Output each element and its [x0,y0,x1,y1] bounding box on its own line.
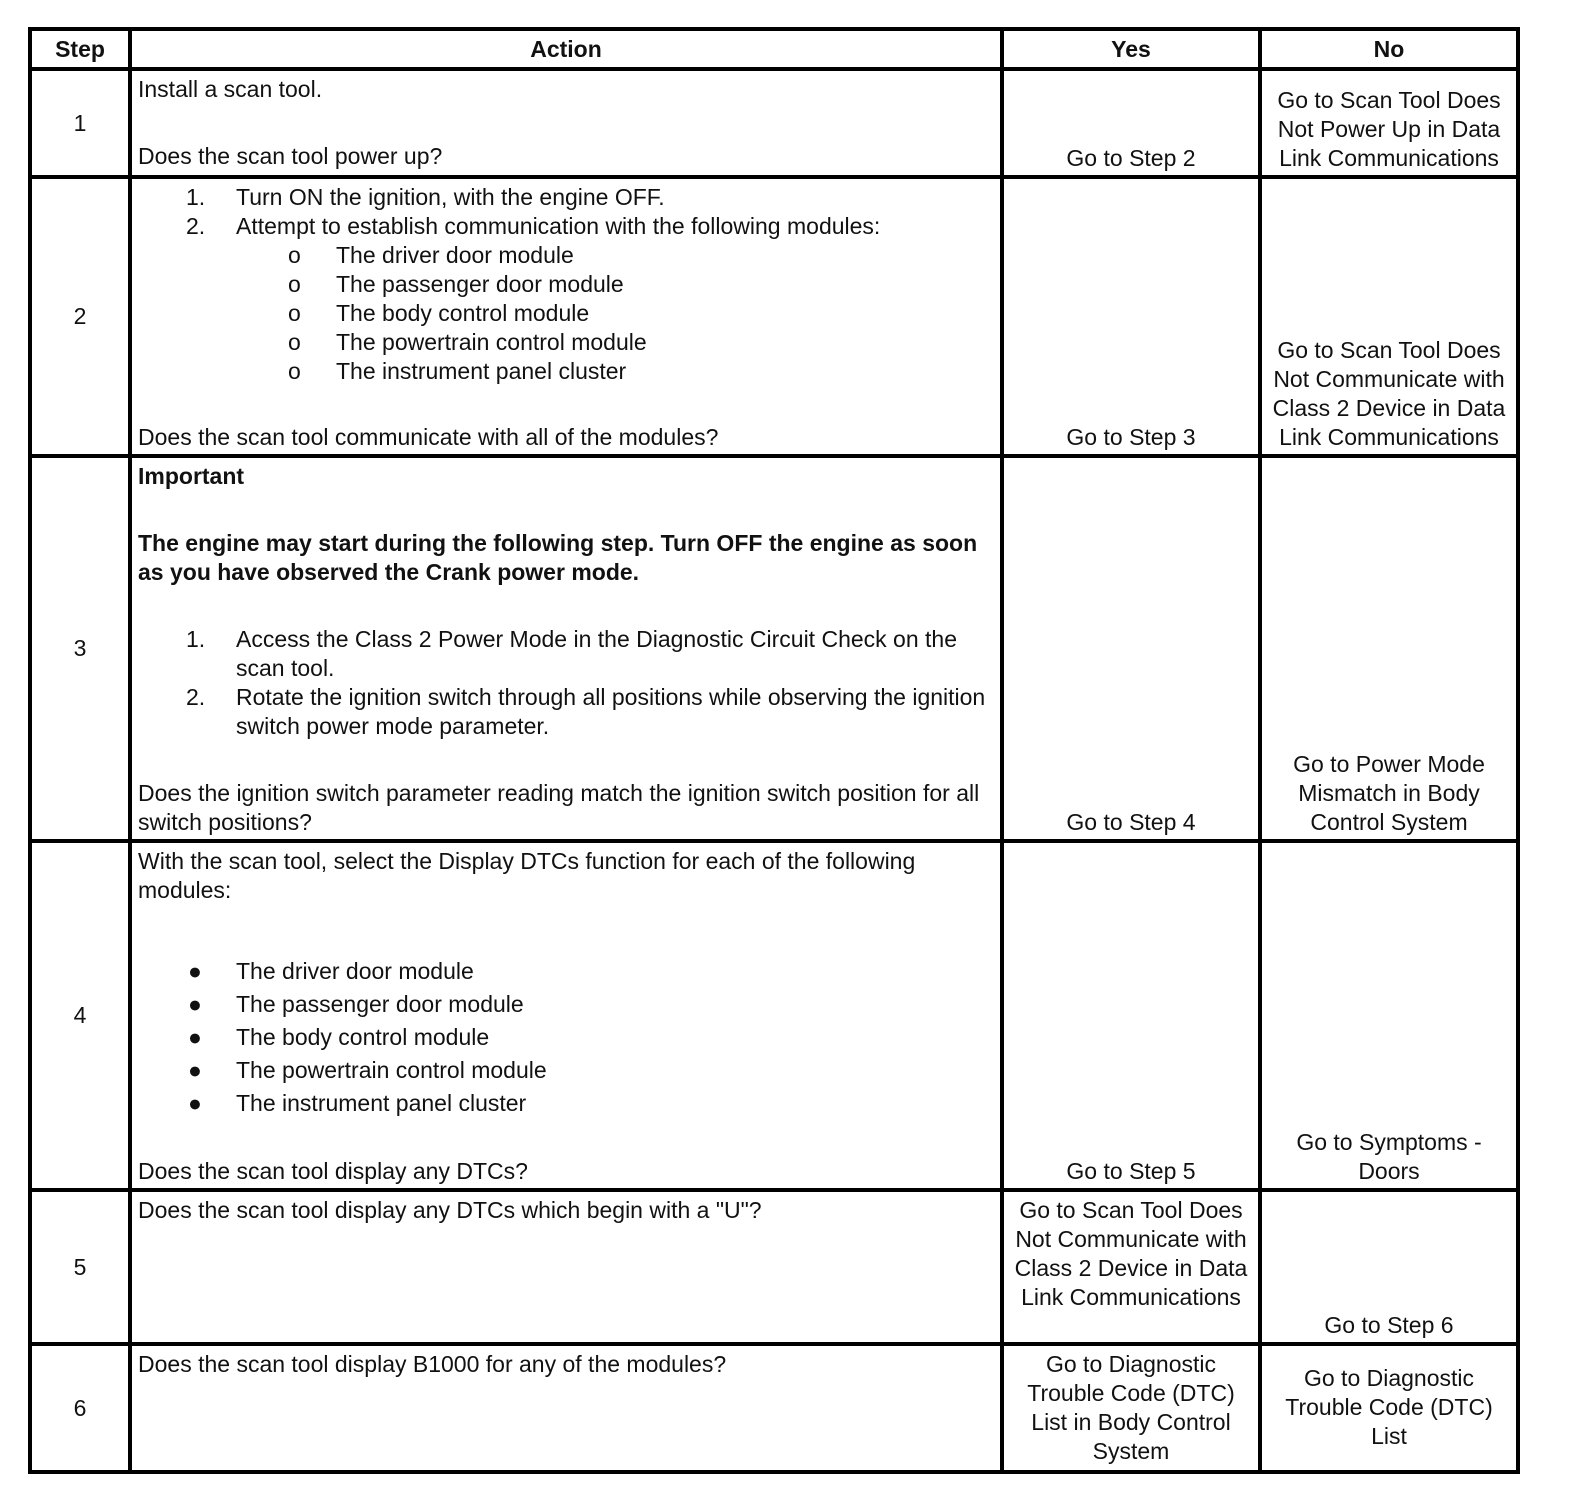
step-number: 2 [30,177,130,456]
list-item-text: The instrument panel cluster [236,1090,527,1116]
yes-cell: Go to Scan Tool Does Not Communicate with Class 2 Device in Data Link Communications [1002,1190,1260,1344]
header-action: Action [130,29,1002,69]
action-question: Does the scan tool communicate with all of the modules? [138,424,719,450]
no-cell: Go to Diagnostic Trouble Code (DTC) List [1260,1344,1518,1472]
table-row [30,177,1518,456]
bullet-icon: ● [188,1057,202,1083]
no-cell: Go to Symptoms - Doors [1260,841,1518,1190]
list-item [138,357,994,386]
module-list [138,955,994,1120]
list-item-text: The powertrain control module [236,1057,547,1083]
numbered-steps [138,183,994,241]
list-number: 1. [186,626,206,652]
action-intro: Install a scan tool. [138,76,323,102]
list-item-text: The driver door module [336,242,574,268]
circle-bullet-icon: o [288,358,301,384]
yes-cell: Go to Step 3 [1002,177,1260,456]
bullet-icon: ● [188,958,202,984]
list-item-text: The passenger door module [336,271,624,297]
numbered-steps [138,625,994,741]
yes-cell: Go to Diagnostic Trouble Code (DTC) List in Body Control System [1002,1344,1260,1472]
list-item-text: The instrument panel cluster [336,358,627,384]
header-row [30,29,1518,69]
action-cell [130,1190,1002,1344]
table-row [30,456,1518,841]
step-number: 4 [30,841,130,1190]
module-list [138,241,994,386]
action-question: Does the ignition switch parameter reading match the ignition switch position for all switch positions? [138,780,980,835]
list-item [138,1021,994,1054]
no-cell: Go to Scan Tool Does Not Power Up in Data Link Communications [1260,69,1518,177]
action-cell [130,456,1002,841]
no-cell: Go to Step 6 [1260,1190,1518,1344]
yes-cell: Go to Step 2 [1002,69,1260,177]
list-item [138,241,994,270]
list-item [138,955,994,988]
diagnostic-steps-table [28,27,1520,1474]
important-text: The engine may start during the following step. Turn OFF the engine as soon as you have observed the Crank power mode. [138,530,978,585]
header-no: No [1260,29,1518,69]
no-cell: Go to Power Mode Mismatch in Body Control System [1260,456,1518,841]
list-item-text: Rotate the ignition switch through all positions while observing the ignition switch power mode parameter. [236,684,986,739]
list-item [138,270,994,299]
table-row [30,1344,1518,1472]
list-item [138,1087,994,1120]
list-item-text: The powertrain control module [336,329,647,355]
action-cell [130,841,1002,1190]
list-item-text: The passenger door module [236,991,524,1017]
list-item-text: The body control module [236,1024,490,1050]
list-item [138,683,994,741]
list-item-text: Turn ON the ignition, with the engine OFF. [236,184,665,210]
list-item [138,988,994,1021]
list-item [138,183,994,212]
no-cell: Go to Scan Tool Does Not Communicate with Class 2 Device in Data Link Communications [1260,177,1518,456]
action-cell [130,177,1002,456]
list-number: 1. [186,184,206,210]
list-item-text: Access the Class 2 Power Mode in the Diagnostic Circuit Check on the scan tool. [236,626,957,681]
diagnostic-table-page [28,27,1520,1474]
circle-bullet-icon: o [288,271,301,297]
circle-bullet-icon: o [288,242,301,268]
header-step: Step [30,29,130,69]
step-number: 5 [30,1190,130,1344]
list-item [138,299,994,328]
step-number: 1 [30,69,130,177]
bullet-icon: ● [188,1024,202,1050]
bullet-icon: ● [188,991,202,1017]
yes-cell: Go to Step 5 [1002,841,1260,1190]
list-item-text: Attempt to establish communication with the following modules: [236,213,881,239]
list-number: 2. [186,684,206,710]
table-row [30,1190,1518,1344]
list-item [138,212,994,241]
action-cell [130,69,1002,177]
list-item [138,1054,994,1087]
table-row [30,69,1518,177]
action-question: Does the scan tool power up? [138,143,443,169]
bullet-icon: ● [188,1090,202,1116]
list-number: 2. [186,213,206,239]
yes-cell: Go to Step 4 [1002,456,1260,841]
action-question: Does the scan tool display any DTCs which begin with a "U"? [138,1197,762,1223]
action-cell [130,1344,1002,1472]
action-question: Does the scan tool display B1000 for any of the modules? [138,1351,727,1377]
circle-bullet-icon: o [288,300,301,326]
step-number: 6 [30,1344,130,1472]
list-item-text: The driver door module [236,958,474,984]
important-title: Important [138,463,245,489]
circle-bullet-icon: o [288,329,301,355]
list-item [138,625,994,683]
header-yes: Yes [1002,29,1260,69]
action-intro: With the scan tool, select the Display DTCs function for each of the following modules: [138,848,916,903]
action-question: Does the scan tool display any DTCs? [138,1158,528,1184]
step-number: 3 [30,456,130,841]
table-row [30,841,1518,1190]
list-item-text: The body control module [336,300,590,326]
list-item [138,328,994,357]
